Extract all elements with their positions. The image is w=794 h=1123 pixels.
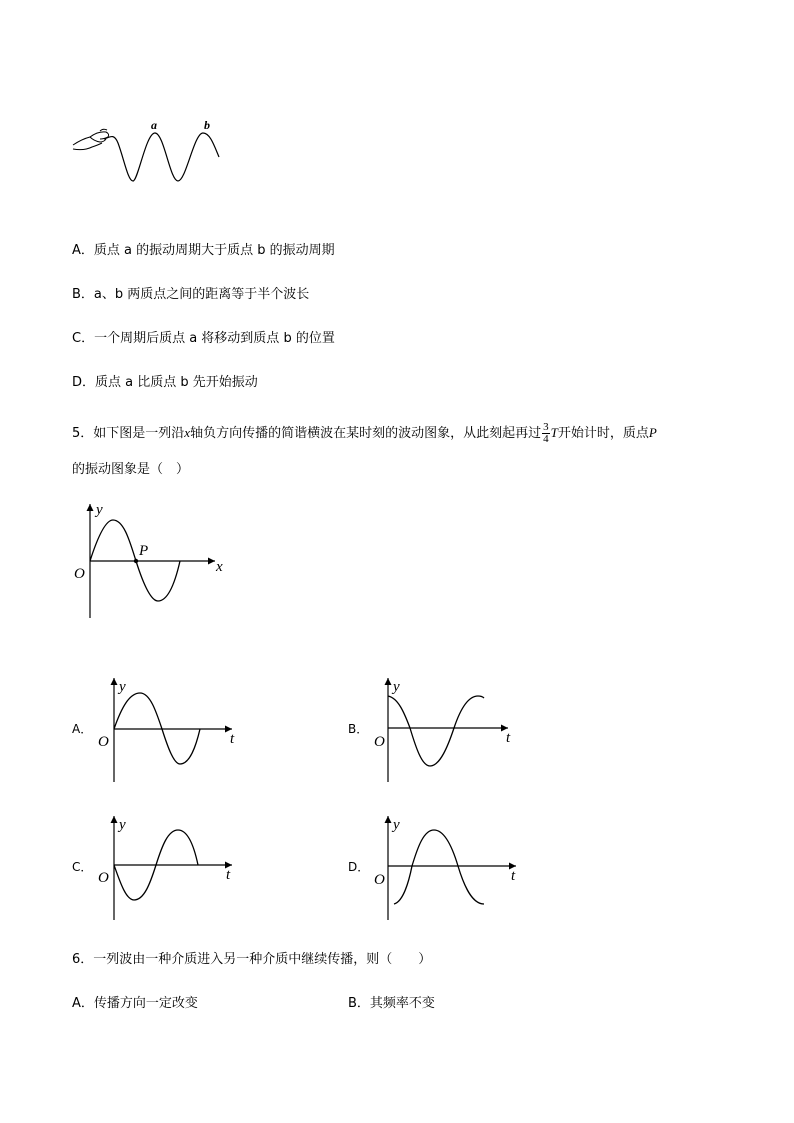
q5-option-a-letter: A． [72, 722, 93, 736]
q5-stem-line2: 的振动图象是（ ） [72, 462, 190, 477]
t-axis-label: t [506, 730, 511, 746]
q5-stem-part1: 5．如下图是一列沿 [72, 426, 185, 441]
origin-label: O [74, 566, 85, 582]
three-quarters-fraction [542, 422, 550, 445]
origin-label: O [98, 870, 109, 886]
q5-stem-P: P [648, 425, 657, 440]
label-b: b [204, 118, 210, 132]
y-axis-label: y [119, 679, 126, 695]
q5-stem-part2: 轴负方向传播的简谐横波在某时刻的波动图象，从此刻起再过 [190, 426, 542, 441]
origin-label: O [374, 872, 385, 888]
q5-wave-graph [70, 498, 240, 623]
q6-option-a: A．传播方向一定改变 [72, 996, 198, 1011]
vibration-curve [388, 696, 484, 766]
t-axis-label: t [230, 731, 235, 747]
q5-stem-x: x [184, 425, 191, 440]
q5-option-d-graph [368, 814, 528, 924]
origin-label: O [374, 734, 385, 750]
q5-option-a-graph [92, 676, 252, 786]
origin-label: O [98, 734, 109, 750]
q5-stem-T: T [550, 425, 558, 440]
vibration-curve [394, 830, 484, 904]
q5-option-c-letter: C． [72, 860, 93, 874]
q4-option-d: D．质点 a 比质点 b 先开始振动 [72, 375, 258, 390]
y-axis-label: y [119, 817, 126, 833]
q4-option-a: A．质点 a 的振动周期大于质点 b 的振动周期 [72, 243, 335, 258]
y-axis-label: y [393, 817, 400, 833]
q4-option-b: B．a、b 两质点之间的距离等于半个波长 [72, 287, 310, 302]
q5-option-c-graph [92, 814, 252, 924]
q4-option-c: C．一个周期后质点 a 将移动到质点 b 的位置 [72, 331, 335, 346]
q5-option-d-letter: D． [348, 860, 370, 874]
q5-option-b-graph [368, 676, 528, 786]
q6-option-b: B．其频率不变 [348, 996, 435, 1011]
q5-option-b-letter: B． [348, 722, 369, 736]
y-axis-label: y [96, 502, 103, 518]
q5-stem-part3: 开始计时，质点 [557, 426, 649, 441]
y-axis-label: y [393, 679, 400, 695]
x-axis-label: x [216, 559, 223, 575]
point-p-label: P [139, 543, 149, 559]
point-p-marker [134, 559, 138, 563]
t-axis-label: t [511, 868, 516, 884]
t-axis-label: t [226, 867, 231, 883]
fraction-denominator: 4 [543, 433, 549, 445]
q6-stem: 6．一列波由一种介质进入另一种介质中继续传播，则（ ） [72, 952, 432, 967]
q5-stem [72, 421, 657, 446]
fraction-numerator: 3 [543, 421, 549, 433]
rope-wave-figure [70, 115, 230, 190]
hand-icon [73, 129, 109, 149]
label-a: a [151, 118, 157, 132]
rope-wave-curve [104, 133, 219, 181]
